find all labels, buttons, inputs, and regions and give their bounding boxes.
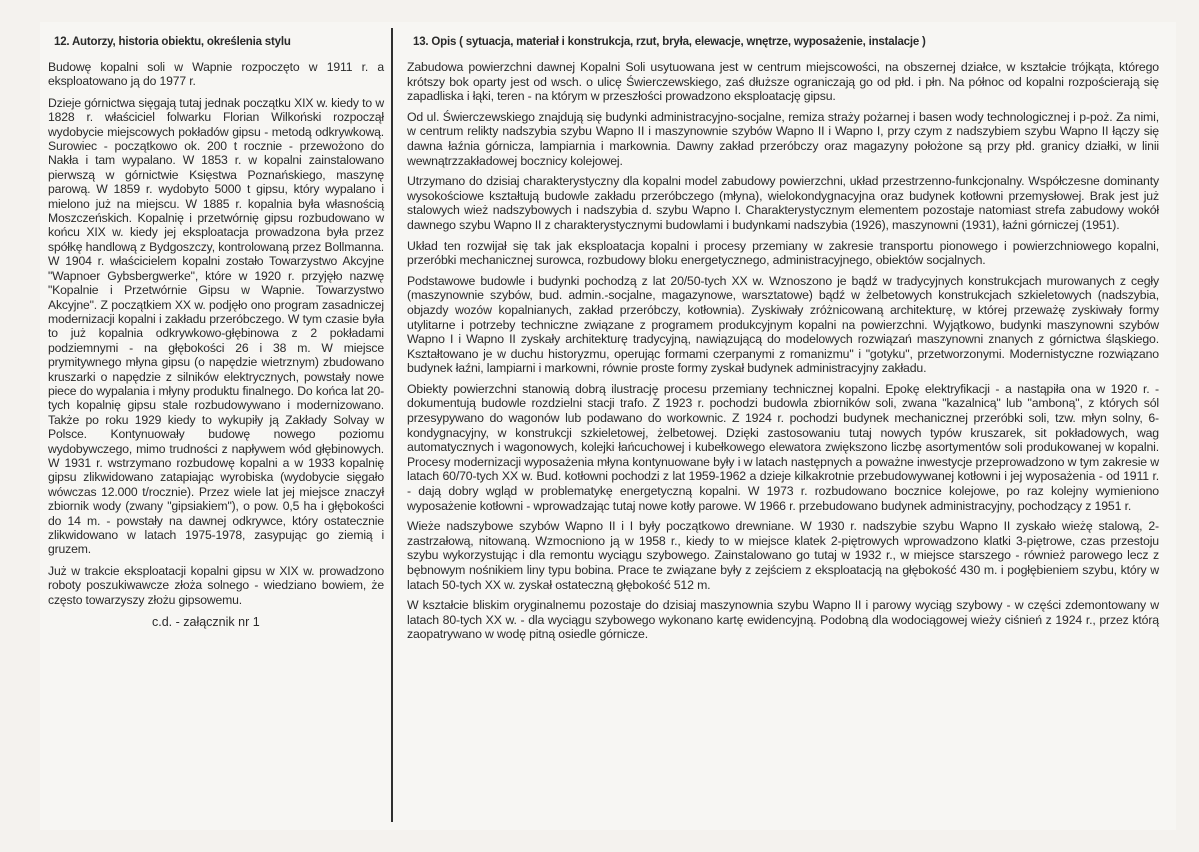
section-12-paragraph-1: Budowę kopalni soli w Wapnie rozpoczęto w 1911 r. a eksploatowano ją do 1977 r. xyxy=(48,60,384,89)
column-divider xyxy=(391,28,393,822)
section-12 xyxy=(48,36,384,629)
section-12-paragraph-2: Dzieje górnictwa sięgają tutaj jednak początku XIX w. kiedy to w 1828 r. właściciel folwarku Florian Wilkoński rozpoczął wydobycie miejscowych pokładów gipsu - metodą odkrywkową. Surowiec - początkowo ok. 200 t rocznie - przewożono do Nakła i tam wypalano. W 1853 r. w kopalni zainstalowano pierwszą w górnictwie Księstwa Poznańskiego, maszynę parową. W 1859 r. wydobyto 5000 t gipsu, który wypalano i mielono już na miejscu. W 1885 r. kopalnia była własnością Moszczeńskich. Kopalnię i przetwórnię gipsu rozbudowano w końcu XIX w. kiedy jej eksploatacja prowadzona była przez spółkę handlową z Bydgoszczy, kontrolowaną przez Bollmanna. W 1904 r. właścicielem kopalni zostało Towarzystwo Akcyjne "Wapnoer Gybsbergwerke", które w 1920 r. przyjęło nazwę "Kopalnie i Przetwórnie Gipsu w Wapnie. Towarzystwo Akcyjne". Z początkiem XX w. podjęło ono program zasadniczej modernizacji kopalni i zakładu przeróbczego. W tym czasie była to już kopalnia odkrywkowo-głębinowa z 2 pokładami podziemnymi - na głębokości 26 i 38 m. W miejsce prymitywnego młyna gipsu (o napędzie wietrznym) zbudowano kruszarki o napędzie z silników elektrycznych, powstały nowe piece do wypalania i młyny produktu finalnego. Do końca lat 20-tych kopalnię gipsu stale rozbudowywano i modernizowano. Także po roku 1929 kiedy to wykupiły ją Zakłady Solvay w Polsce. Kontynuowały budowę nowego poziomu wydobywczego, mimo trudności z napływem wód głębinowych. W 1931 r. wstrzymano rozbudowę kopalni a w 1933 kopalnię gipsu zlikwidowano zatapiając wyrobiska (wydobycie sięgało wówczas 12.000 t/rocznie). Przez wiele lat jej miejsce znaczył zbiornik wody (zwany "gipsiakiem"), o pow. 0,5 ha i głębokości do 14 m. - powstały na dawnej odkrywce, który ostatecznie zlikwidowano w latach 1975-1978, zasypując go ziemią i gruzem. xyxy=(48,95,384,557)
section-13-paragraph-2: Od ul. Świerczewskiego znajdują się budynki administracyjno-socjalne, remiza straży pożarnej i basen wody technologicznej i p-poż. Za nimi, w centrum relikty nadszybia szybu Wapno II i maszynownie szybów Wapno II i Wapno I, przy czym z nadszybiem szybu Wapno II łączy się dawna łaźnia górnicza, lampiarnia i markownia. Dawny zakład przeróbczy oraz magazyny położone są przy płd. granicy działki, w linii wewnątrzzakładowej bocznicy kolejowej. xyxy=(407,109,1159,168)
section-13-paragraph-1: Zabudowa powierzchni dawnej Kopalni Soli usytuowana jest w centrum miejscowości, na obszernej działce, w kształcie trójkąta, którego krótszy bok oparty jest od wsch. o ulicę Świerczewskiego, zaś dłuższe ograniczają go od płd. i płn. Na północ od kopalni rozpościerają się zapadliska i łąki, teren - na którym w przeszłości prowadzono eksploatację gipsu. xyxy=(407,60,1159,104)
section-13-paragraph-6: Obiekty powierzchni stanowią dobrą ilustrację procesu przemiany technicznej kopalni. Epokę elektryfikacji - a nastąpiła ona w 1920 r. - dokumentują budowle rozdzielni stacji trafo. Z 1923 r. pochodzi budowla zbiorników soli, zwana "kazalnicą" lub "amboną", z których sól przesypywano do wagonów lub podawano do workownic. Z 1924 r. pochodzi budynek mechanicznej przeróbki soli, tzw. młyn solny, 6-kondygnacyjny, w konstrukcji szkieletowej, żelbetowej. Dzięki zastosowaniu tutaj nowych typów kruszarek, sit pokładowych, wag automatycznych i wagonowych, kolejki łańcuchowej i kubełkowego elewatora zwiększono liczbę asortymentów soli produkowanej w kopalni. Procesy modernizacji wyposażenia młyna kontynuowane były i w latach następnych a poważne inwestycje przeprowadzono w tym zakresie w latach 60/70-tych XX w. Bud. kotłowni pochodzi z lat 1959-1962 a dzieje kilkakrotnie przebudowywanej kotłowni i jej wyposażenia - od 1911 r. - dają dobry wgląd w problematykę energetyczną kopalni. W 1973 r. rozbudowano bocznice kolejowe, po raz kolejny wymieniono wyposażenie kotłowni - wprowadzając tutaj nowe kotły parowe. W 1966 r. przebudowano budynek administracyjny, pochodzący z 1951 r. xyxy=(407,381,1159,513)
section-13-paragraph-3: Utrzymano do dzisiaj charakterystyczny dla kopalni model zabudowy powierzchni, układ przestrzenno-funkcjonalny. Współczesne dominanty wysokościowe kształtują budowle zakładu przeróbczego (młyna), wielokondygnacyjna oraz budynek kotłowni przemysłowej. Brak jest już stalowych wież nadszybowych i nadszybia d. szybu Wapno I. Charakterystycznym elementem pozostaje natomiast strefa zabudowy wokół dawnego szybu Wapno II z charakterystycznymi budowlami i budynkami nadszybia (1926), maszynowni (1931), łaźni górniczej (1951). xyxy=(407,174,1159,232)
section-13 xyxy=(407,36,1159,648)
continuation-note: c.d. - załącznik nr 1 xyxy=(152,615,260,630)
section-13-paragraph-4: Układ ten rozwijał się tak jak eksploatacja kopalni i procesy przemiany w zakresie transportu pionowego i powierzchniowego kopalni, przeróbki mechanicznej surowca, rozbudowy bloku energetycznego, administracyjnego, obiektów socjalnych. xyxy=(407,238,1159,268)
section-12-heading: 12. Autorzy, historia obiektu, określenia stylu xyxy=(54,36,291,48)
section-13-paragraph-7: Wieże nadszybowe szybów Wapno II i I były początkowo drewniane. W 1930 r. nadszybie szybu Wapno II zyskało wieżę stalową, 2-zastrzałową, nitowaną. Wzmocniono ją w 1958 r., kiedy to w miejsce klatek 2-piętrowych wprowadzono klatki 3-piętrowe, czas przestoju szybu wykorzystując i dla remontu wyciągu szybowego. Zainstalowano go tutaj w 1932 r., w miejsce starszego - również parowego lecz z bębnowym nośnikiem liny typu bobina. Prace te związane były z zejściem z eksploatacją na głębokość 430 m. i pogłębieniem szybu, który w latach 50-tych XX w. zyskał ostateczną głębokość 512 m. xyxy=(407,519,1159,592)
section-13-paragraph-5: Podstawowe budowle i budynki pochodzą z lat 20/50-tych XX w. Wznoszono je bądź w tradycyjnych konstrukcjach murowanych z cegły (maszynownie szybów, bud. admin.-socjalne, magazynowe, warsztatowe) bądź w żelbetowych konstrukcjach szkieletowych (nadszybia, objazdy wozów kopalnianych, zakład przeróbczy, kotłownia). Zyskiwały zróżnicowaną architekturę, w której przeważę zyskiwały formy utylitarne i potrzeby techniczne związane z programem produkcyjnym kopalni na powierzchni. Wyjątkowo, budynki maszynowni szybów Wapno I i Wapno II zyskały architekturę tradycyjną, nawiązującą do modelowych rozwiązań maszynowni znanych z górnictwa śląskiego. Kształtowano je w duchu historyzmu, operując formami czerpanymi z romanizmu" i "gotyku", przetworzonymi. Modernistyczne rozwiązano budynek łaźni, lampiarni i markowni, równie proste formy zyskał budynek administracyjny zakładu. xyxy=(407,273,1159,376)
section-12-paragraph-3: Już w trakcie eksploatacji kopalni gipsu w XIX w. prowadzono roboty poszukiwawcze złoża solnego - wiedziano bowiem, że często towarzyszy złożu gipsowemu. xyxy=(48,563,384,607)
section-13-heading: 13. Opis ( sytuacja, materiał i konstrukcja, rzut, bryła, elewacje, wnętrze, wyposażenie, instalacje ) xyxy=(413,36,926,48)
section-13-paragraph-8: W kształcie bliskim oryginalnemu pozostaje do dzisiaj maszynownia szybu Wapno II i parowy wyciąg szybowy - w części zdemontowany w latach 80-tych XX w. - dla wyciągu szybowego wykonano kartę ewidencyjną. Podobną dla wodociągowej wieży ciśnień z 1924 r., przez którą zaopatrywano w wodę pitną osiedle górnicze. xyxy=(407,598,1159,642)
